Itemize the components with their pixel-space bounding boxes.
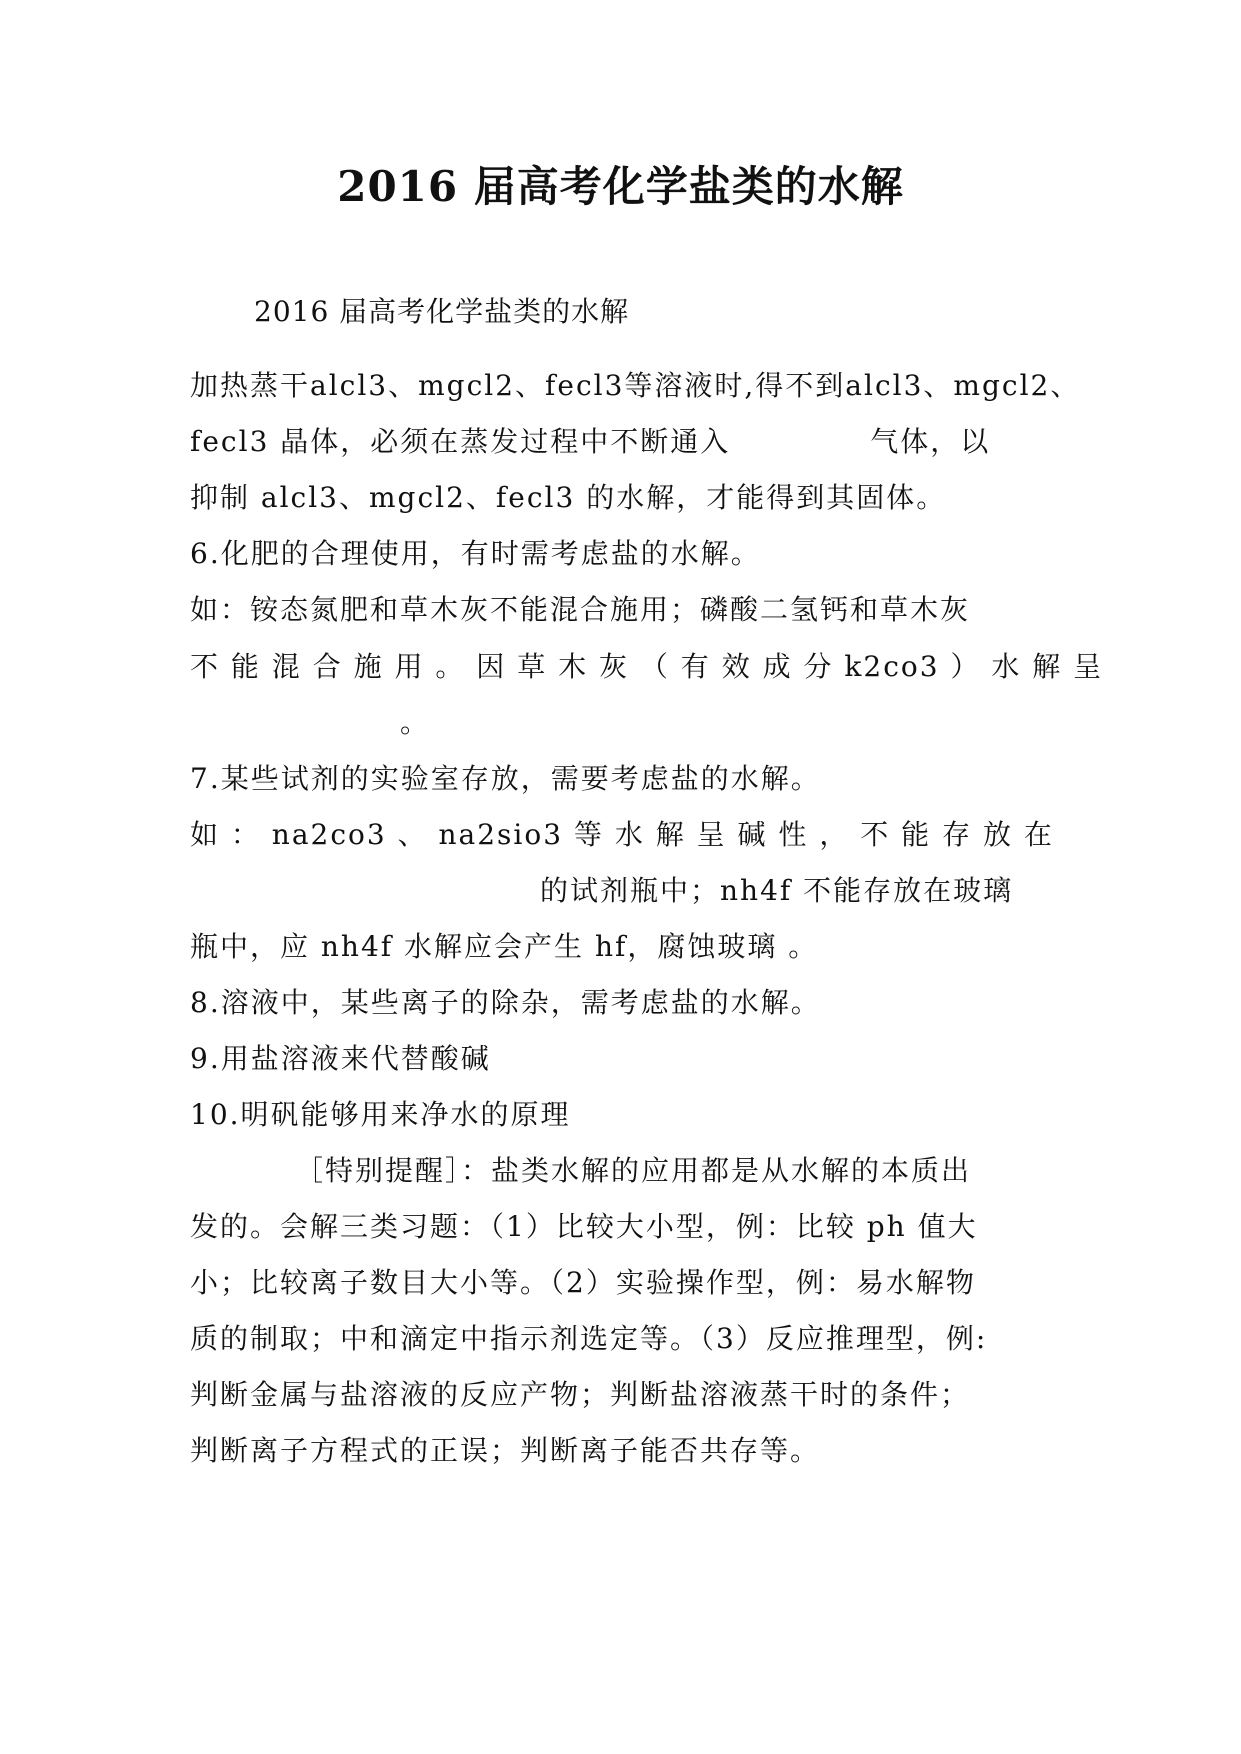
text-line: 10.明矾能够用来净水的原理 bbox=[190, 1098, 571, 1131]
text-line: 发的。会解三类习题：（1）比较大小型，例：比较 ph 值大 bbox=[190, 1210, 978, 1243]
text-line: 加热蒸干alcl3、mgcl2、fecl3等溶液时,得不到alcl3、mgcl2、 bbox=[190, 369, 1081, 402]
document-subtitle: 2016 届高考化学盐类的水解 bbox=[254, 295, 630, 328]
text-line: 6.化肥的合理使用，有时需考虑盐的水解。 bbox=[190, 537, 761, 570]
text-line: 质的制取；中和滴定中指示剂选定等。（3）反应推理型，例: bbox=[190, 1322, 988, 1355]
text-line: 判断离子方程式的正误；判断离子能否共存等。 bbox=[190, 1434, 821, 1467]
text-line: 判断金属与盐溶液的反应产物；判断盐溶液蒸干时的条件； bbox=[190, 1378, 971, 1411]
text-line-part: 气体，以 bbox=[870, 425, 991, 458]
text-line: 如 ： na2co3 、 na2sio3 等 水 解 呈 碱 性 ， 不 能 存 放 在 bbox=[190, 818, 1054, 851]
document-title: 2016 届高考化学盐类的水解 bbox=[337, 162, 904, 211]
text-line: 小；比较离子数目大小等。（2）实验操作型，例：易水解物 bbox=[190, 1266, 976, 1299]
text-line: ［特别提醒］：盐类水解的应用都是从水解的本质出 bbox=[295, 1154, 972, 1187]
text-line: 7.某些试剂的实验室存放，需要考虑盐的水解。 bbox=[190, 762, 821, 795]
text-line: 抑制 alcl3、mgcl2、fecl3 的水解，才能得到其固体。 bbox=[190, 481, 947, 514]
text-line bbox=[190, 422, 1060, 462]
text-line-part: fecl3 晶体，必须在蒸发过程中不断通入 bbox=[190, 425, 731, 458]
text-line: 如：铵态氮肥和草木灰不能混合施用；磷酸二氢钙和草木灰 bbox=[190, 593, 971, 626]
text-line: 8.溶液中，某些离子的除杂，需考虑盐的水解。 bbox=[190, 986, 821, 1019]
text-line: 9.用盐溶液来代替酸碱 bbox=[190, 1042, 491, 1075]
text-line: 瓶中，应 nh4f 水解应会产生 hf，腐蚀玻璃 。 bbox=[190, 930, 819, 963]
text-line: 的试剂瓶中；nh4f 不能存放在玻璃 bbox=[540, 874, 1014, 907]
text-line: 不 能 混 合 施 用 。 因 草 木 灰 （ 有 效 成 分 k2co3 ） 水 解 呈 bbox=[190, 650, 1104, 683]
text-line: 。 bbox=[400, 706, 431, 739]
